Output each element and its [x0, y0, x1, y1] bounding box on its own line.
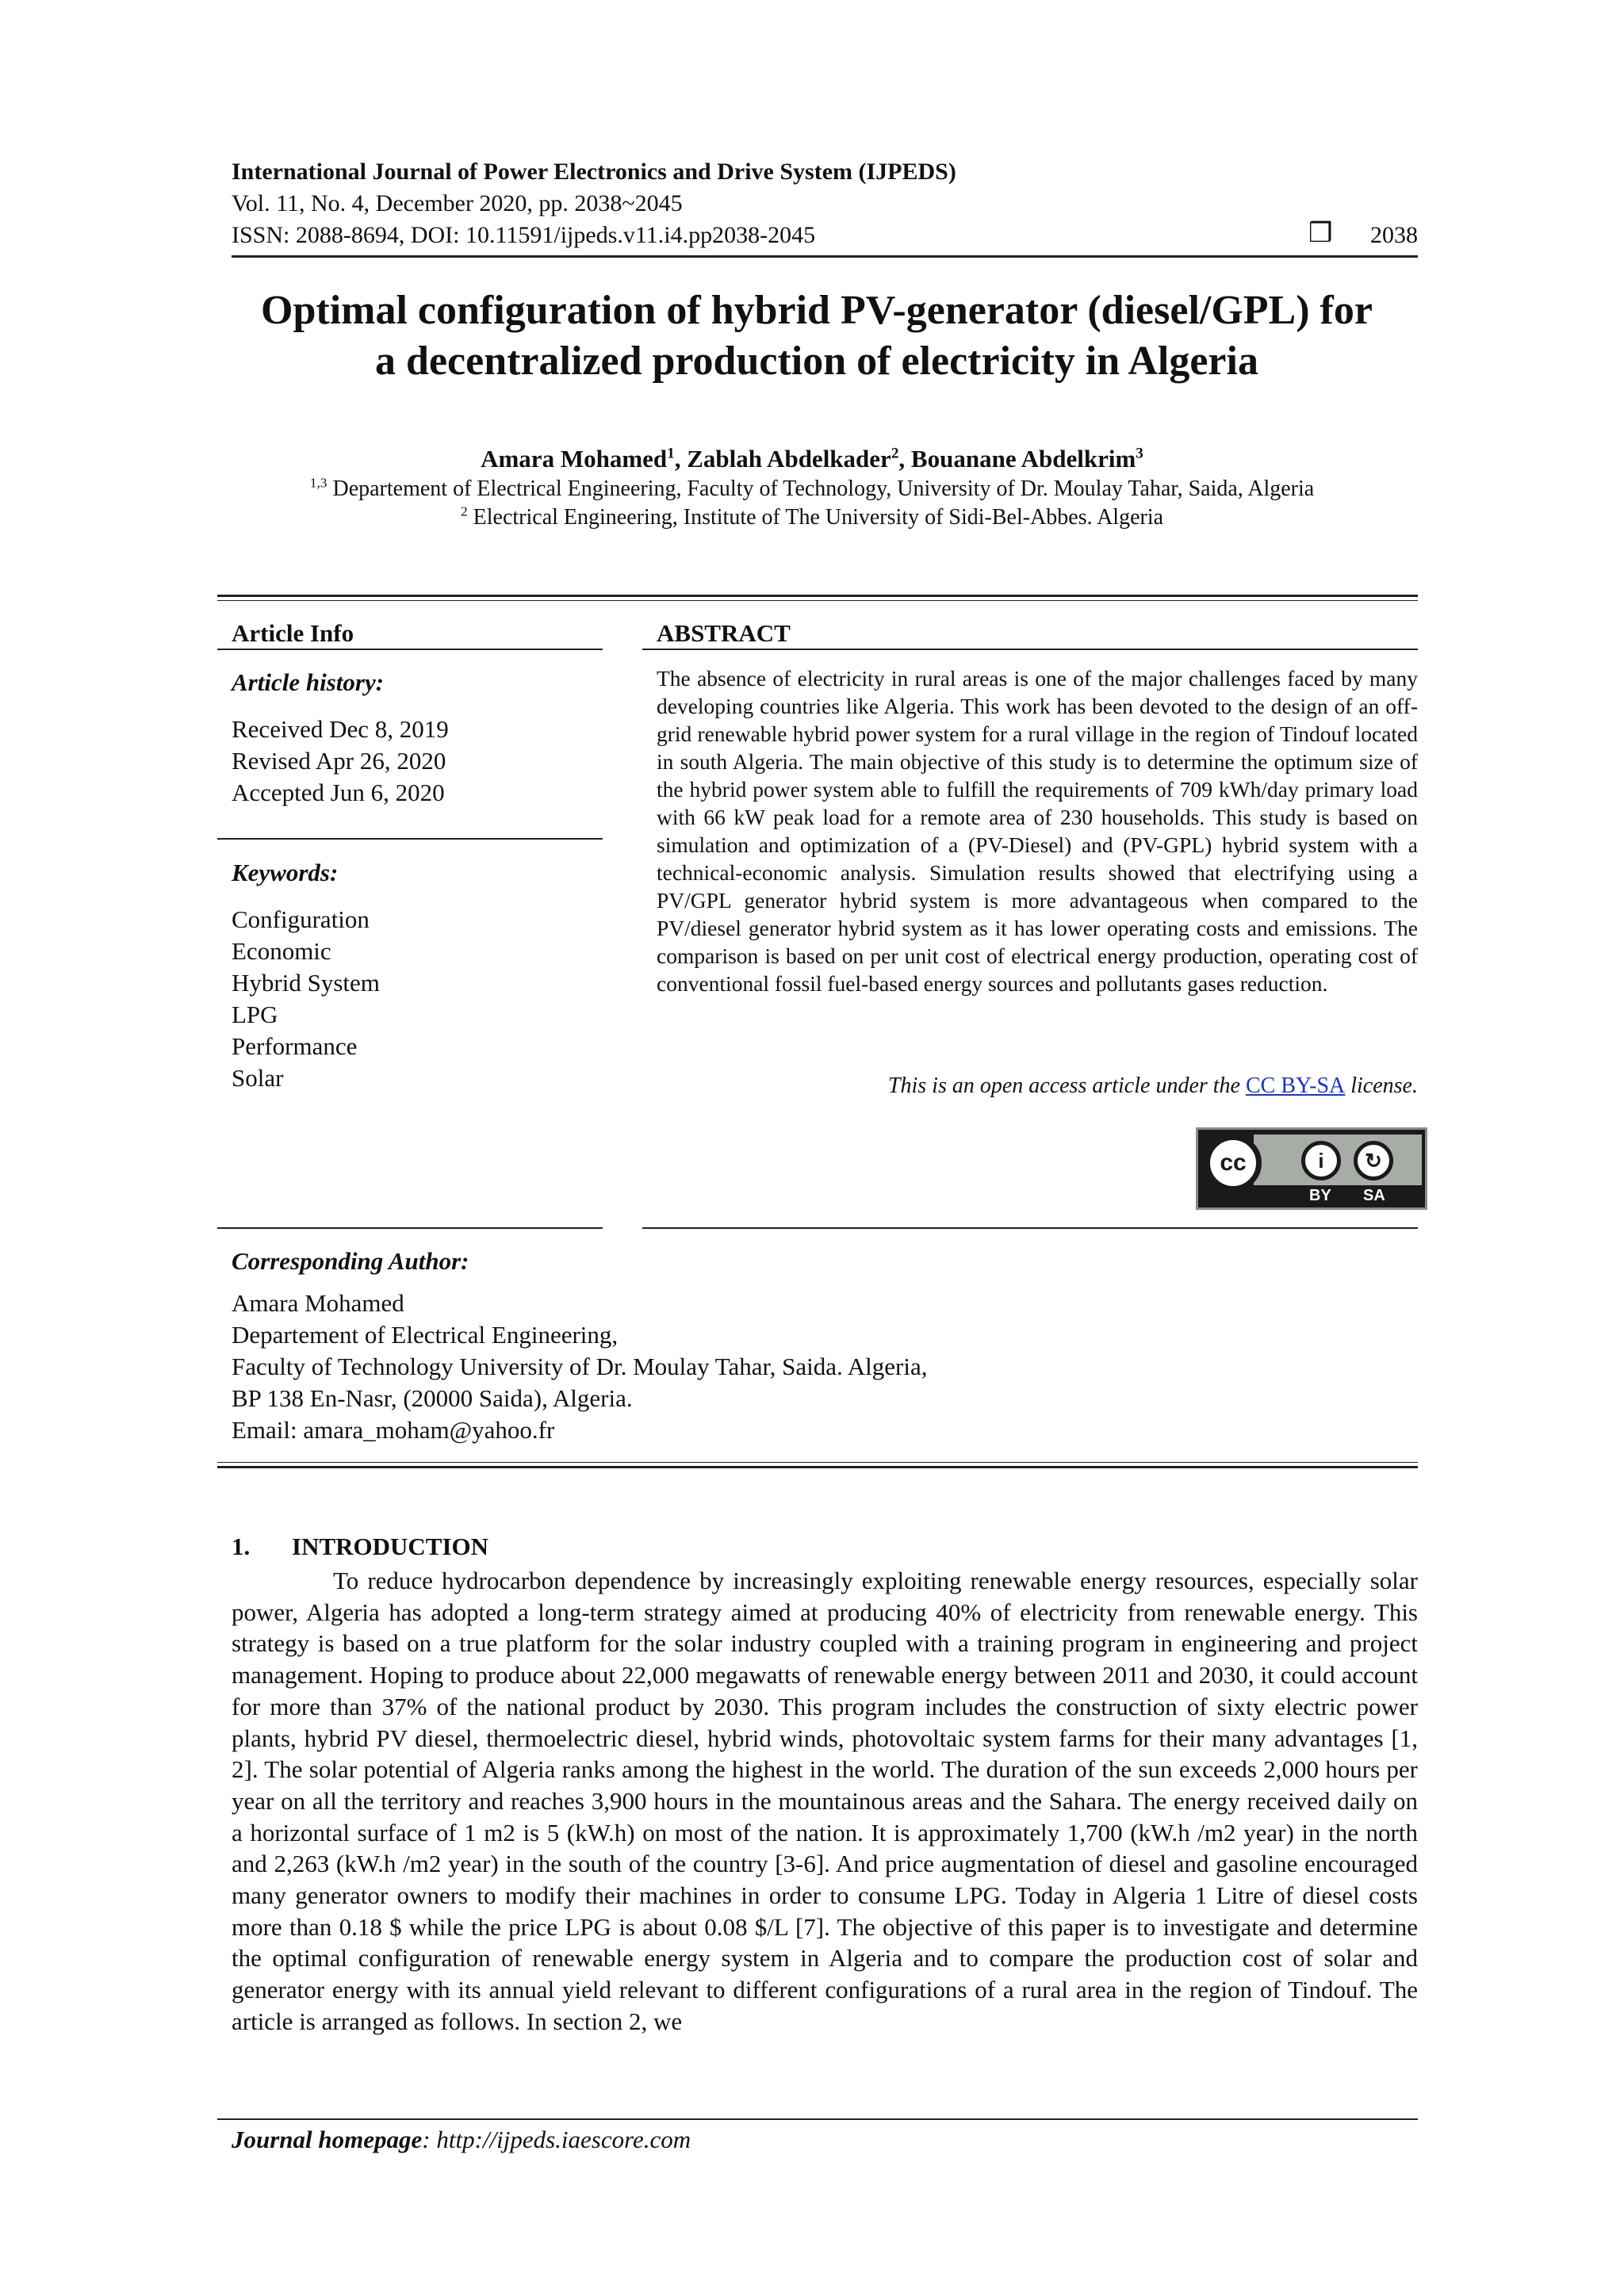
abstract-bottom-rule [642, 1227, 1418, 1229]
affiliation-sup: 1,3 [309, 475, 327, 491]
author-sup: 1 [667, 445, 675, 462]
cc-by-sa-badge[interactable] [1196, 1127, 1427, 1210]
keywords-list [232, 904, 380, 1094]
affiliation-text: Electrical Engineering, Institute of The University of Sidi-Bel-Abbes. Algeria [467, 505, 1164, 530]
homepage-colon: : [422, 2126, 437, 2153]
badge-sa-label: SA [1363, 1187, 1385, 1204]
article-history-label: Article history: [232, 668, 385, 696]
affiliation-sup: 2 [460, 503, 468, 519]
affiliation-text: Departement of Electrical Engineering, Faculty of Technology, University of Dr. Moulay Tahar, Saida, Algeria [327, 476, 1315, 501]
affiliation-1 [159, 476, 1465, 503]
author-list [159, 444, 1465, 474]
journal-volume: Vol. 11, No. 4, December 2020, pp. 2038~2045 [232, 190, 683, 216]
open-access-suffix: license. [1345, 1073, 1418, 1098]
introduction-text: To reduce hydrocarbon dependence by increasingly exploiting renewable energy resources, especially solar power, Algeria has adopted a long-term strategy aimed at producing 40% of electricity from renewable energy. This strategy is based on a true platform for the solar industry coupled with a training program in engineering and project management. Hoping to produce about 22,000 megawatts of renewable energy between 2011 and 2030, it could account for more than 37% of the national product by 2030. This program includes the construction of sixty electric power plants, hybrid PV diesel, thermoelectric diesel, hybrid winds, photovoltaic system farms for their many advantages [1, 2]. The solar potential of Algeria ranks among the highest in the world. The duration of the sun exceeds 2,000 hours per year on all the territory and reaches 3,900 hours in the mountainous areas and the Sahara. The energy received daily on a horizontal surface of 1 m2 is 5 (kW.h) on most of the nation. It is approximately 1,700 (kW.h /m2 year) in the north and 2,263 (kW.h /m2 year) in the south of the country [3-6]. And price augmentation of diesel and gasoline encouraged many generator owners to modify their machines in order to consume LPG. Today in Algeria 1 Litre of diesel costs more than 0.18 $ while the price LPG is about 0.08 $/L [7]. The objective of this paper is to investigate and determine the optimal configuration of renewable energy system in Algeria and to compare the production cost of solar and generator energy with its annual yield relevant to different configurations of a rural area in the region of Tindouf. The article is arranged as follows. In section 2, we [232, 1567, 1418, 2035]
cc-icon: cc [1205, 1135, 1262, 1192]
page-number: 2038 [1370, 222, 1418, 248]
share-alike-icon: ↻ [1354, 1141, 1393, 1181]
author-name: Amara Mohamed [481, 445, 668, 473]
corresponding-block [232, 1288, 927, 1446]
license-link[interactable]: CC BY-SA [1245, 1073, 1346, 1098]
keyword: LPG [232, 1001, 278, 1028]
author-sup: 2 [891, 445, 899, 462]
header-rule [232, 255, 1418, 258]
corresponding-line: Amara Mohamed [232, 1289, 404, 1317]
journal-title: International Journal of Power Electronics and Drive System (IJPEDS) [232, 159, 956, 185]
keyword: Configuration [232, 905, 370, 933]
history-rule [217, 838, 603, 840]
section-title: INTRODUCTION [292, 1533, 489, 1560]
accepted-date: Accepted Jun 6, 2020 [232, 779, 445, 806]
open-access-prefix: This is an open access article under the [887, 1073, 1246, 1098]
keyword: Economic [232, 937, 331, 965]
attribution-icon: i [1301, 1141, 1341, 1181]
author-sup: 3 [1136, 445, 1143, 462]
affiliation-2 [159, 504, 1465, 531]
box-icon: ❒ [1308, 219, 1333, 248]
corresponding-line: BP 138 En-Nasr, (20000 Saida), Algeria. [232, 1384, 633, 1412]
section-number: 1. [232, 1533, 251, 1560]
title-line-1: Optimal configuration of hybrid PV-generator (diesel/GPL) for [261, 288, 1373, 333]
infobox-bottom-rule [217, 1466, 1418, 1468]
keyword: Solar [232, 1064, 284, 1092]
badge-by-label: BY [1309, 1187, 1331, 1204]
abstract-text: The absence of electricity in rural areas is one of the major challenges faced by many developing countries like Algeria. This work has been devoted to the design of an off-grid renewable hybrid power system for a rural village in the region of Tindouf located in south Algeria. The main objective of this study is to determine the optimum size of the hybrid power system able to fulfill the requirements of 709 kWh/day primary load with 66 kW peak load for a remote area of 230 households. This study is based on simulation and optimization of a (PV-Diesel) and (PV-GPL) hybrid system with a technical-economic analysis. Simulation results showed that electrifying using a PV/GPL generator hybrid system is more advantageous when compared to the PV/diesel generator hybrid system as it has lower operating costs and emissions. The comparison is based on per unit cost of electrical energy production, operating cost of conventional fossil fuel-based energy sources and pollutants gases reduction. [657, 666, 1418, 996]
introduction-heading [232, 1532, 488, 1562]
title-line-2: a decentralized production of electricity in Algeria [375, 339, 1258, 384]
received-date: Received Dec 8, 2019 [232, 715, 449, 743]
keywords-rule [217, 1227, 603, 1229]
abstract-heading: ABSTRACT [657, 619, 791, 647]
corresponding-email: Email: amara_moham@yahoo.fr [232, 1416, 555, 1444]
homepage-url[interactable]: http://ijpeds.iaescore.com [436, 2126, 691, 2153]
keyword: Hybrid System [232, 969, 380, 997]
open-access-notice [657, 1072, 1418, 1100]
homepage-label: Journal homepage [232, 2126, 423, 2153]
corresponding-line: Departement of Electrical Engineering, [232, 1321, 619, 1349]
keyword: Performance [232, 1032, 358, 1060]
infobox-bottom-rule-thin [217, 1462, 1418, 1463]
revised-date: Revised Apr 26, 2020 [232, 747, 446, 775]
article-info-heading: Article Info [232, 619, 354, 647]
article-history [232, 714, 449, 809]
journal-homepage [232, 2125, 691, 2155]
infobox-top-rule-thin [217, 600, 1418, 601]
infobox-top-rule [217, 595, 1418, 597]
corresponding-line: Faculty of Technology University of Dr. Moulay Tahar, Saida. Algeria, [232, 1353, 928, 1380]
keywords-label: Keywords: [232, 859, 339, 886]
paper-title [198, 285, 1435, 387]
author-name: , Bouanane Abdelkrim [898, 445, 1136, 473]
journal-issn: ISSN: 2088-8694, DOI: 10.11591/ijpeds.v11.i4.pp2038-2045 [232, 222, 816, 248]
author-name: , Zablah Abdelkader [674, 445, 891, 473]
corresponding-label: Corresponding Author: [232, 1247, 469, 1275]
footer-rule [217, 2118, 1418, 2120]
abstract-rule [642, 649, 1418, 650]
article-info-rule [217, 649, 603, 650]
